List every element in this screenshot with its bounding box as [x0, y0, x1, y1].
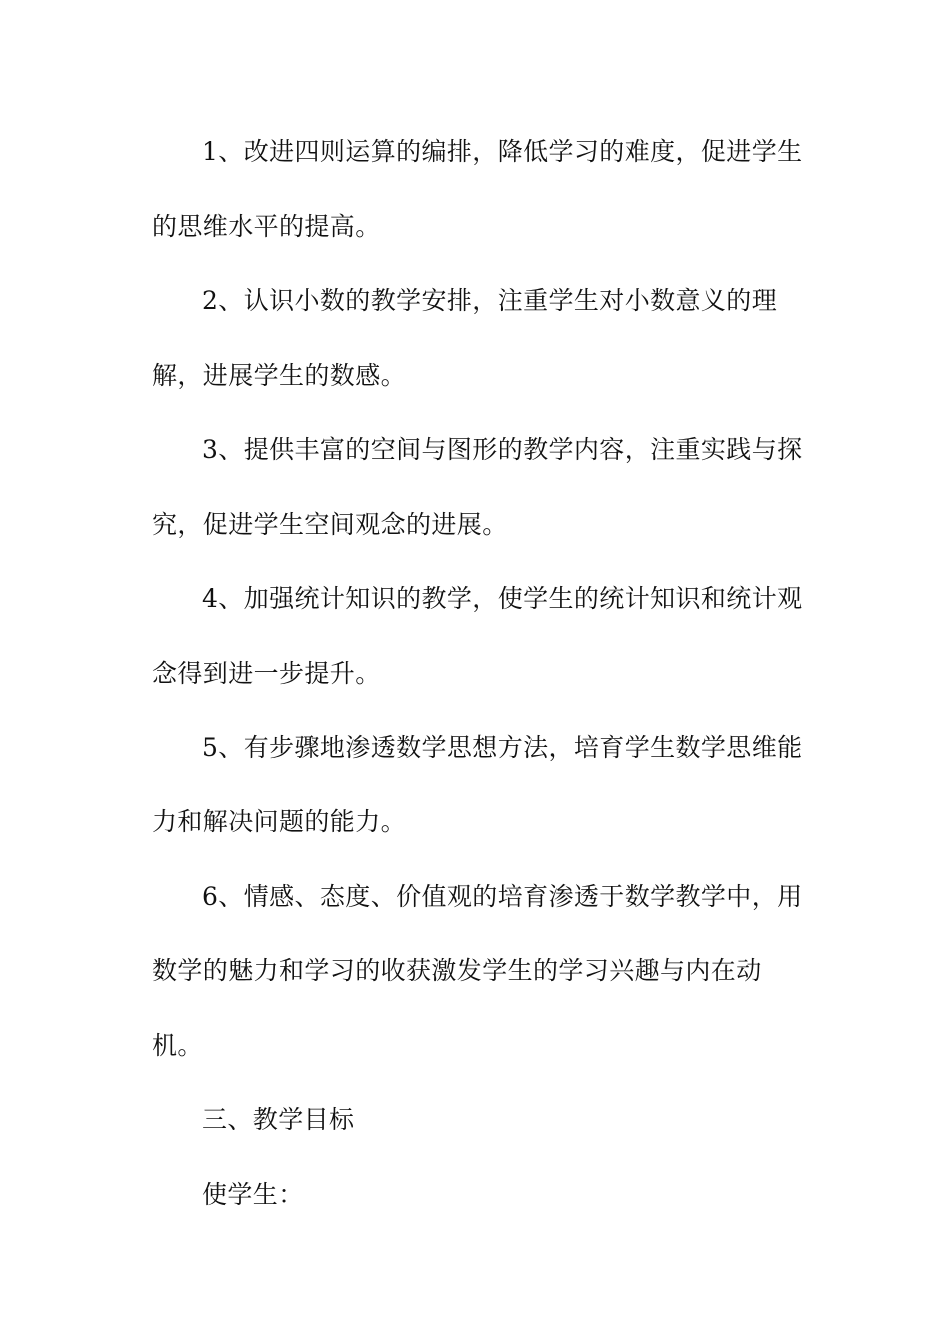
paragraph-6-line-2: 数学的魅力和学习的收获激发学生的学习兴趣与内在动: [152, 956, 762, 985]
paragraph-5-line-2: 力和解决问题的能力。: [152, 807, 407, 836]
paragraph-1-line-1: 1、改进四则运算的编排，降低学习的难度，促进学生: [202, 137, 803, 166]
paragraph-4-line-1: 4、加强统计知识的教学，使学生的统计知识和统计观: [202, 584, 803, 613]
paragraph-1-line-2: 的思维水平的提高。: [152, 212, 381, 241]
paragraph-6-line-3: 机。: [152, 1031, 203, 1060]
paragraph-7-line-1: 使学生：: [202, 1180, 304, 1209]
paragraph-3-line-1: 3、提供丰富的空间与图形的教学内容，注重实践与探: [202, 435, 803, 464]
paragraph-4-line-2: 念得到进一步提升。: [152, 659, 381, 688]
paragraph-3-line-2: 究，促进学生空间观念的进展。: [152, 510, 508, 539]
paragraph-5-line-1: 5、有步骤地渗透数学思想方法，培育学生数学思维能: [202, 733, 803, 762]
paragraph-2-line-2: 解，进展学生的数感。: [152, 361, 407, 390]
paragraph-2-line-1: 2、认识小数的教学安排，注重学生对小数意义的理: [202, 286, 778, 315]
section-heading: 三、教学目标: [202, 1105, 355, 1134]
paragraph-6-line-1: 6、情感、态度、价值观的培育渗透于数学教学中，用: [202, 882, 803, 911]
